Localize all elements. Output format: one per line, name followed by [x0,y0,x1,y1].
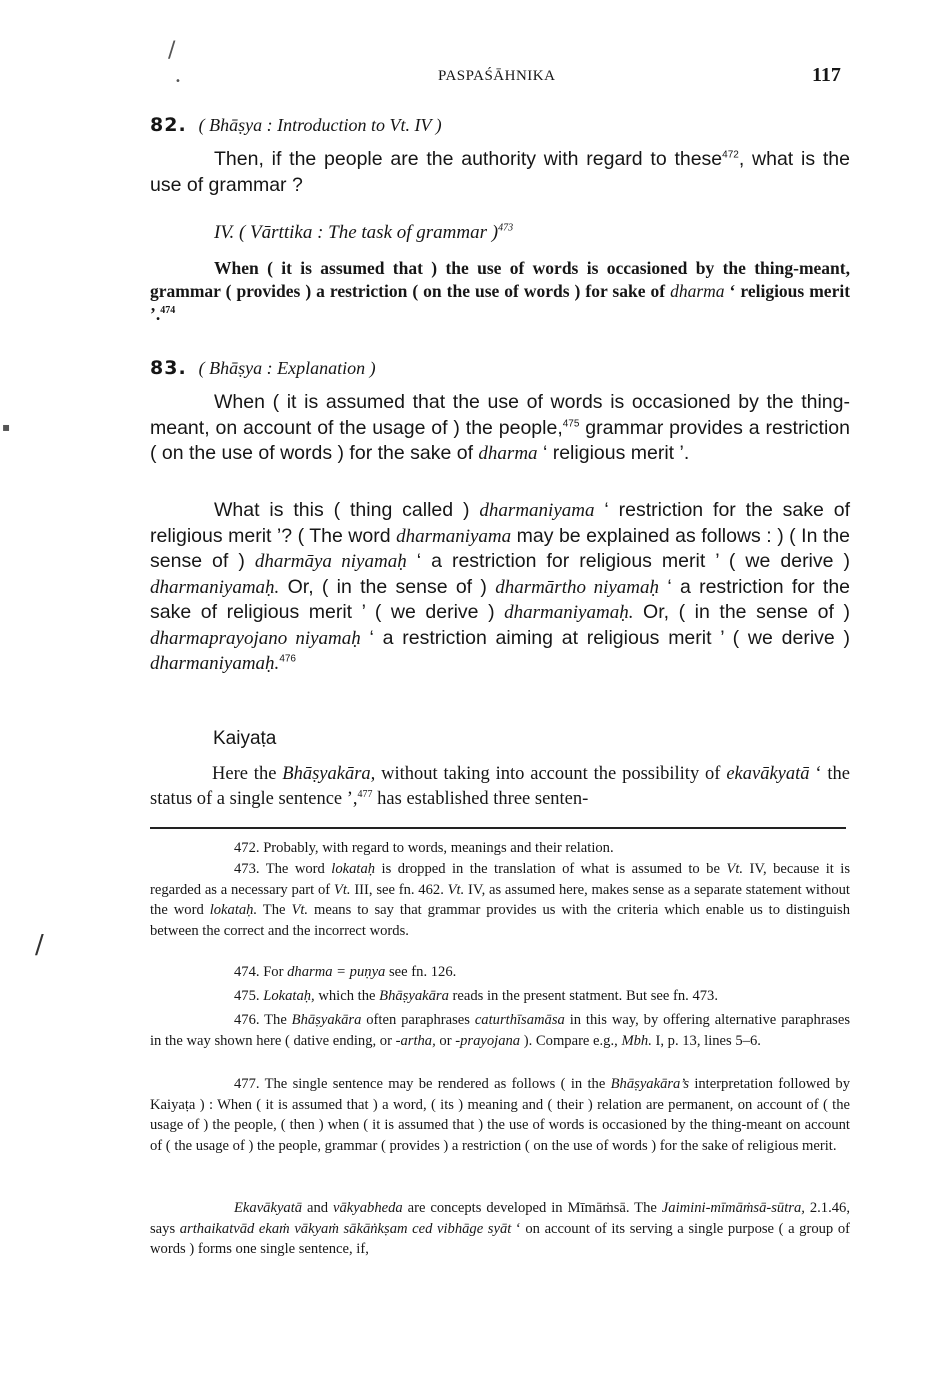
running-title: PASPAŚĀHNIKA [438,68,556,84]
section-title: ( Bhāṣya : Explanation ) [198,358,376,378]
section-number: 82. [150,114,187,136]
footnote-477-continued: Ekavākyatā and vākyabheda are concepts developed in Mīmāṁsā. The Jaimini-mīmāṁsā-sūtra, 2.1.46, says arthaikatvād ekaṁ vākyaṁ sākāṅkṣam ced vibhāge syāt ‘ on account of its serving a single purpose ( a group of words ) forms one single sentence, if, [150,1200,850,1258]
running-header [0,66,930,90]
kaiyata-heading: Kaiyaṭa [213,728,277,749]
section-82-text: Then, if the people are the authority with regard to these$^{472}$, what is the use of grammar ? [150,148,850,196]
footnote-475: 475. Lokataḥ, which the Bhāṣyakāra reads in the present statment. But see fn. 473. [234,988,718,1004]
section-title: ( Bhāṣya : Introduction to Vt. IV ) [198,115,442,135]
footnote-477: 477. The single sentence may be rendered as follows ( in the Bhāṣyakāra’s interpretation followed by Kaiyaṭa ) : When ( it is assumed that ) a word, ( its ) meaning and ( their ) relation are permanent, on account of ( the usage of ) the people, ( then ) when ( it is assumed that ) the use of words is occasioned by the thing-meant on account of ( the usage of ) the people, grammar ( provides ) a restriction ( on the use of words ) for the sake of religious merit. [150,1076,850,1154]
page-number: 117 [812,64,841,86]
footnote-473: 473. The word lokataḥ is dropped in the translation of what is assumed to be Vt. IV, because it is regarded as a necessary part of Vt. III, see fn. 462. Vt. IV, as assumed here, makes sense as a separate statement without the word lokataḥ. The Vt. means to say that grammar provides us with the criteria which enable us to distinguish between the correct and the incorrect words. [150,861,851,939]
varttika-heading: IV. ( Vārttika : The task of grammar )$^{473}$ [214,222,514,243]
section-83-para-2: What is this ( thing called ) dharmaniyama ‘ restriction for the sake of religious merit ’? ( The word dharmaniyama may be explained as follows : ) ( In the sense of ) dharmāya niyamaḥ ‘ a restriction for religious merit ’ ( we derive ) dharmaniyamaḥ. Or, ( in the sense of ) dharmārtho niyamaḥ ‘ a restriction for the sake of religious merit ’ ( we derive ) dharmaniyamaḥ. Or, ( in the sense of ) dharmaprayojano niyamaḥ ‘ a restriction aiming at religious merit ’ ( we derive ) dharmaniyamaḥ.$^{476}$ [150,499,851,674]
scan-mark: • [175,76,181,87]
section-number: 83. [150,357,187,379]
footnote-474: 474. For dharma = puṇya see fn. 126. [234,964,457,980]
section-83-para-1: When ( it is assumed that the use of words is occasioned by the thing-meant, on account of the usage of ) the people,$^{475}$ grammar provides a restriction ( on the use of words ) for the sake of dharma ‘ religious merit ’. [150,391,850,464]
varttika-text: When ( it is assumed that ) the use of words is occasioned by the thing-meant, grammar ( provides ) a restriction ( on the use of words ) for sake of dharma ‘ religious merit ’.$^{474}$ [150,258,851,324]
scan-mark: ▪ [2,420,11,434]
scan-mark: / [168,38,176,63]
footnote-rule [150,827,846,829]
kaiyata-text: Here the Bhāṣyakāra, without taking into account the possibility of ekavākyatā ‘ the status of a single sentence ’,$^{477}$ has established three senten- [150,764,851,809]
scan-mark: / [35,930,44,960]
section-82-heading [150,114,442,136]
footnote-472: 472. Probably, with regard to words, meanings and their relation. [234,840,614,856]
section-83-heading [150,357,376,379]
footnote-476: 476. The Bhāṣyakāra often paraphrases caturthīsamāsa in this way, by offering alternative paraphrases in the way shown here ( dative ending, or -artha, or -prayojana ). Compare e.g., Mbh. I, p. 13, lines 5–6. [150,1012,851,1049]
